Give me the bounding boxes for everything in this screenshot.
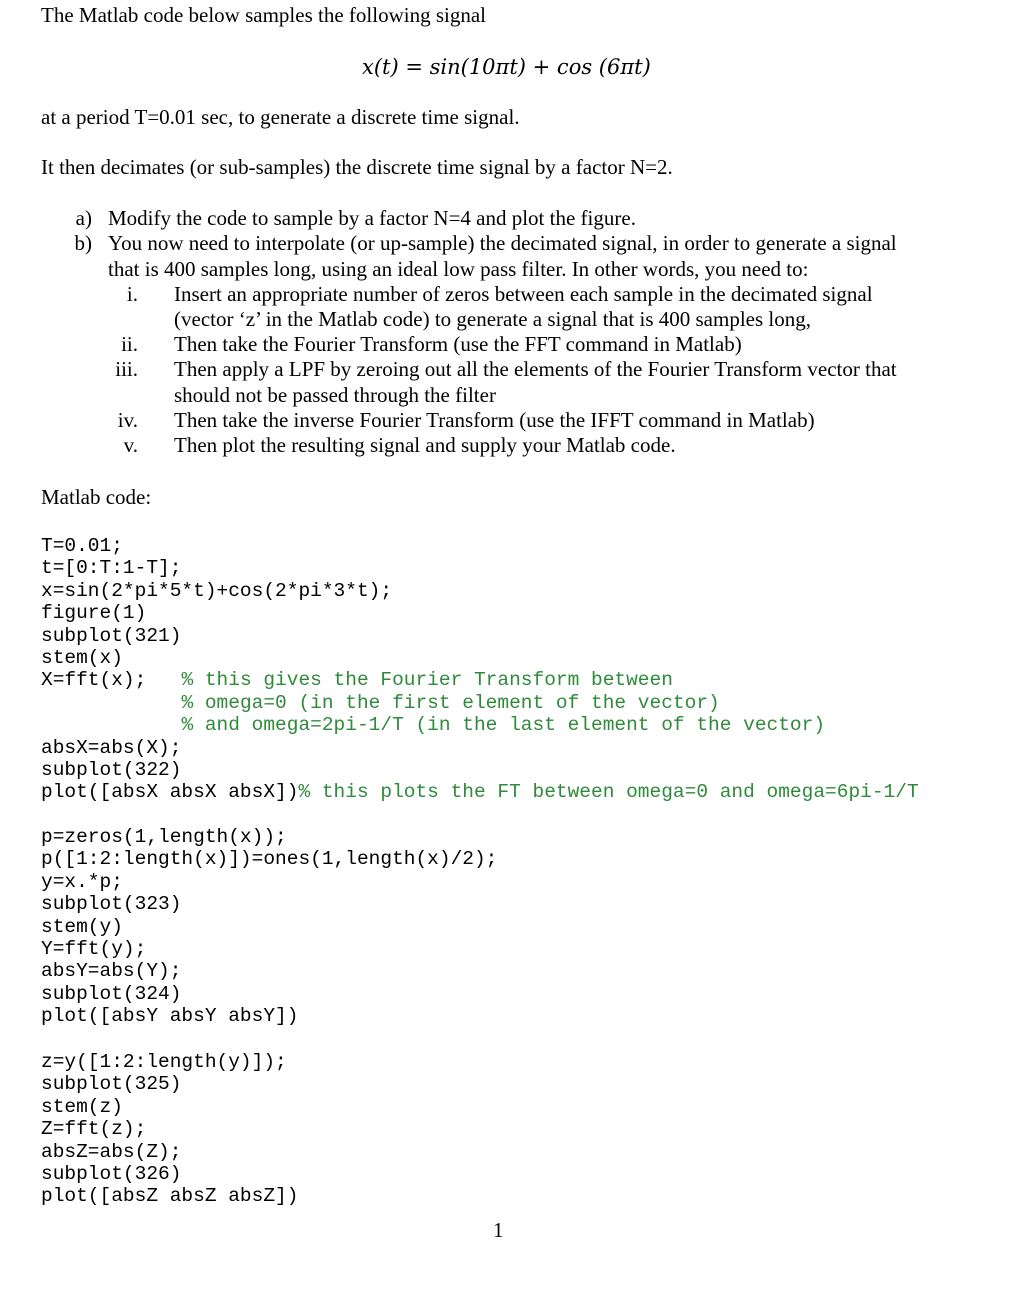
code-line: stem(y) <box>41 915 123 938</box>
sub-item-v-marker: v. <box>123 433 138 457</box>
decimate-text: It then decimates (or sub-samples) the discrete time signal by a factor N=2. <box>41 155 673 179</box>
code-line: X=fft(x); <box>41 669 182 692</box>
code-line: figure(1) <box>41 602 147 625</box>
sub-item-i-line2: (vector ‘z’ in the Matlab code) to generate a signal that is 400 samples long, <box>174 307 811 331</box>
page-number: 1 <box>493 1218 504 1242</box>
code-line: subplot(324) <box>41 982 182 1005</box>
intro-text: The Matlab code below samples the following signal <box>41 3 486 27</box>
code-line: p([1:2:length(x)])=ones(1,length(x)/2); <box>41 848 498 871</box>
sub-item-iv-marker: iv. <box>117 408 138 432</box>
code-line: absX=abs(X); <box>41 736 182 759</box>
code-comment: % this plots the FT between omega=0 and omega=6pi-1/T <box>298 781 919 804</box>
code-block-1 <box>41 535 919 804</box>
code-block-3 <box>41 1051 298 1208</box>
question-b-line2: that is 400 samples long, using an ideal low pass filter. In other words, you need to: <box>108 257 809 281</box>
sub-item-iii-line2: should not be passed through the filter <box>174 383 496 407</box>
code-comment: % and omega=2pi-1/T (in the last element of the vector) <box>181 714 826 737</box>
period-text: at a period T=0.01 sec, to generate a discrete time signal. <box>41 105 520 129</box>
sub-item-iv-line1: Then take the inverse Fourier Transform (use the IFFT command in Matlab) <box>174 408 815 432</box>
code-comment: % omega=0 (in the first element of the vector) <box>181 691 720 714</box>
code-line: subplot(321) <box>41 624 182 647</box>
question-a-text: Modify the code to sample by a factor N=4 and plot the figure. <box>108 206 636 230</box>
code-line: plot([absZ absZ absZ]) <box>41 1185 299 1208</box>
code-line: absZ=abs(Z); <box>41 1140 182 1163</box>
code-line: Z=fft(z); <box>41 1118 147 1141</box>
sub-item-iii-marker: iii. <box>115 357 138 381</box>
code-label: Matlab code: <box>41 485 152 509</box>
sub-item-i-marker: i. <box>126 282 138 306</box>
code-line: stem(z) <box>41 1095 123 1118</box>
question-b-marker: b) <box>74 231 92 255</box>
code-line: subplot(323) <box>41 893 182 916</box>
question-a-marker: a) <box>75 206 92 230</box>
code-line: x=sin(2*pi*5*t)+cos(2*pi*3*t); <box>41 579 393 602</box>
sub-item-i-line1: Insert an appropriate number of zeros between each sample in the decimated signal <box>174 282 873 306</box>
code-line: t=[0:T:1-T]; <box>41 557 182 580</box>
code-line: subplot(326) <box>41 1163 182 1186</box>
sub-item-ii-marker: ii. <box>121 332 138 356</box>
code-line: T=0.01; <box>41 535 123 557</box>
code-line: p=zeros(1,length(x)); <box>41 826 287 848</box>
code-line: z=y([1:2:length(y)]); <box>41 1051 287 1073</box>
code-block-2 <box>41 826 497 1028</box>
code-line: plot([absY absY absY]) <box>41 1005 299 1028</box>
sub-item-v-line1: Then plot the resulting signal and supply your Matlab code. <box>174 433 676 457</box>
code-line: y=x.*p; <box>41 870 123 893</box>
code-line: Y=fft(y); <box>41 938 147 961</box>
code-indent <box>41 714 181 736</box>
sub-item-ii-line1: Then take the Fourier Transform (use the FFT command in Matlab) <box>174 332 742 356</box>
code-indent <box>41 692 181 714</box>
question-b-line1: You now need to interpolate (or up-sample) the decimated signal, in order to generate a signal <box>108 231 897 255</box>
code-line: absY=abs(Y); <box>41 960 182 983</box>
code-line: subplot(325) <box>41 1073 182 1096</box>
sub-item-iii-line1: Then apply a LPF by zeroing out all the elements of the Fourier Transform vector that <box>174 357 897 381</box>
code-comment: % this gives the Fourier Transform between <box>181 669 673 692</box>
code-line: subplot(322) <box>41 759 182 782</box>
code-line: plot([absX absX absX]) <box>41 781 299 804</box>
signal-equation: x(t) = sin(10πt) + cos (6πt) <box>362 55 651 79</box>
code-line: stem(x) <box>41 647 123 670</box>
